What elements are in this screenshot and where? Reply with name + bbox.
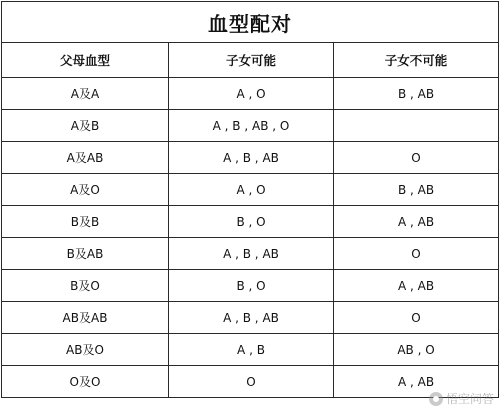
possible-cell: A , B , AB , O xyxy=(169,110,334,142)
impossible-cell: B , AB xyxy=(334,174,499,206)
impossible-cell: O xyxy=(334,302,499,334)
table-row xyxy=(2,366,499,398)
parents-cell: B及B xyxy=(2,206,169,238)
parents-cell: AB及AB xyxy=(2,302,169,334)
table-row xyxy=(2,206,499,238)
possible-cell: O xyxy=(169,366,334,398)
parents-cell: A及AB xyxy=(2,142,169,174)
parents-cell: A及A xyxy=(2,78,169,110)
wukong-logo-icon xyxy=(429,392,443,406)
impossible-cell xyxy=(334,110,499,142)
column-header-impossible: 子女不可能 xyxy=(334,43,499,78)
table-row xyxy=(2,174,499,206)
parents-cell: AB及O xyxy=(2,334,169,366)
parents-cell: B及O xyxy=(2,270,169,302)
watermark xyxy=(429,390,494,407)
impossible-cell: A , AB xyxy=(334,366,499,398)
parents-cell: A及B xyxy=(2,110,169,142)
table-row xyxy=(2,270,499,302)
possible-cell: A , B , AB xyxy=(169,238,334,270)
possible-cell: A , B xyxy=(169,334,334,366)
possible-cell: A , O xyxy=(169,78,334,110)
impossible-cell: A , AB xyxy=(334,206,499,238)
impossible-cell: B , AB xyxy=(334,78,499,110)
possible-cell: B , O xyxy=(169,270,334,302)
impossible-cell: O xyxy=(334,238,499,270)
table-row xyxy=(2,78,499,110)
watermark-text: 悟空问答 xyxy=(445,392,494,406)
possible-cell: A , O xyxy=(169,174,334,206)
parents-cell: B及AB xyxy=(2,238,169,270)
impossible-cell: A , AB xyxy=(334,270,499,302)
table-row xyxy=(2,238,499,270)
column-header-parents: 父母血型 xyxy=(2,43,169,78)
parents-cell: A及O xyxy=(2,174,169,206)
column-header-possible: 子女可能 xyxy=(169,43,334,78)
parents-cell: O及O xyxy=(2,366,169,398)
possible-cell: A , B , AB xyxy=(169,302,334,334)
table-row xyxy=(2,334,499,366)
header-row xyxy=(2,43,499,78)
table-row xyxy=(2,302,499,334)
table-row xyxy=(2,142,499,174)
possible-cell: A , B , AB xyxy=(169,142,334,174)
possible-cell: B , O xyxy=(169,206,334,238)
table-row xyxy=(2,110,499,142)
impossible-cell: AB , O xyxy=(334,334,499,366)
blood-type-table xyxy=(1,1,499,398)
impossible-cell: O xyxy=(334,142,499,174)
table-title: 血型配对 xyxy=(2,2,499,43)
